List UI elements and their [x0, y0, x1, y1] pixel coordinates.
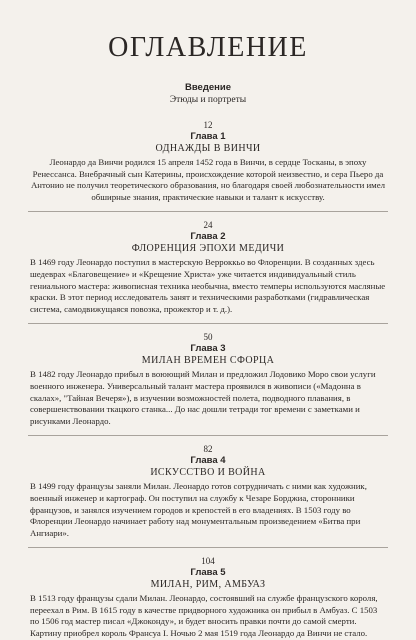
chapter-page-number: 50 — [203, 332, 213, 343]
chapter-title: МИЛАН ВРЕМЕН СФОРЦА — [141, 355, 275, 367]
page-title: ОГЛАВЛЕНИЕ — [108, 32, 308, 63]
chapter-label: Глава 1 — [190, 131, 226, 142]
intro-title: Введение — [184, 82, 232, 93]
divider — [28, 547, 388, 548]
divider — [28, 323, 388, 324]
chapter-4-entry[interactable] — [28, 444, 388, 539]
chapter-title: ФЛОРЕНЦИЯ ЭПОХИ МЕДИЧИ — [131, 243, 285, 255]
chapter-label: Глава 5 — [190, 567, 226, 579]
chapter-1-entry[interactable] — [28, 120, 388, 203]
chapter-page-number: 24 — [203, 220, 213, 231]
chapter-page-number: 104 — [201, 556, 215, 567]
chapter-title: ОДНАЖДЫ В ВИНЧИ — [155, 143, 261, 154]
chapter-title: МИЛАН, РИМ, АМБУАЗ — [150, 579, 266, 591]
chapter-title: ИСКУССТВО И ВОЙНА — [150, 467, 266, 479]
chapter-2-entry[interactable] — [28, 220, 388, 315]
intro-entry[interactable] — [28, 82, 388, 106]
chapter-description: В 1469 году Леонардо поступил в мастерскую Верроккьо во Флоренции. В созданных здесь шедеврах «Благовещение» и «Крещение Христа» уже читается индивидуальный стиль гениального мастера: живописная техника необычна, вместо темперы используются масляные краски. В этот период исследователь занят и техническими разработками (гидравлическая система, самодвижущаяся повозка, прожектор и т. д.). — [30, 257, 386, 314]
divider — [28, 435, 388, 436]
chapter-page-number: 82 — [203, 444, 213, 455]
intro-subtitle: Этюды и портреты — [169, 95, 247, 105]
chapter-description: В 1499 году французы заняли Милан. Леонардо готов сотрудничать с ними как художник, военный инженер и картограф. Он поступил на службу к Чезаре Борджиа, сторонники французов, и занялся изучением городов и крепостей в его владениях. В 1503 году во Флоренции Леонардо начинает работу над монументальным произведением «Битва при Ангиари». — [30, 481, 367, 538]
divider — [28, 211, 388, 212]
chapter-description: Леонардо да Винчи родился 15 апреля 1452 года в Винчи, в сердце Тосканы, в эпоху Ренессанса. Внебрачный сын Катерины, происхождение которой неизвестно, и сера Пьеро да Антонио не получил теоретического образования, но благодаря своей любознательности имел обширные знания, практические навыки и талант к искусству. — [30, 157, 386, 202]
chapter-3-entry[interactable] — [28, 332, 388, 427]
chapter-label: Глава 2 — [190, 231, 226, 243]
chapter-page-number: 12 — [203, 120, 213, 130]
chapter-5-entry[interactable] — [28, 556, 388, 639]
chapter-description: В 1482 году Леонардо прибыл в воюющий Милан и предложил Лодовико Моро свои услуги военного инженера. Универсальный талант мастера проявился в живописи («Мадонна в скалах», "Тайная Вечеря»), в изучении возможностей полета, подводного плавания, в совершенствовании ткацкого станка... До нас дошли тетради тог времени с заметками и рисунками Леонардо. — [30, 369, 376, 426]
chapter-label: Глава 3 — [190, 343, 226, 355]
chapter-label: Глава 4 — [190, 455, 226, 467]
chapter-description: В 1513 году французы сдали Милан. Леонардо, состоявший на службе французского короля, переехал в Рим. В 1615 году в качестве придворного художника он прибыл в Амбуаз. С 1503 по 1506 год мастер писал «Джоконду», и будет вносить правки почти до самой смерти. Картину приобрел король Франсуа I. Ночью 2 мая 1519 года Леонардо да Винчи не стало. — [30, 593, 378, 639]
